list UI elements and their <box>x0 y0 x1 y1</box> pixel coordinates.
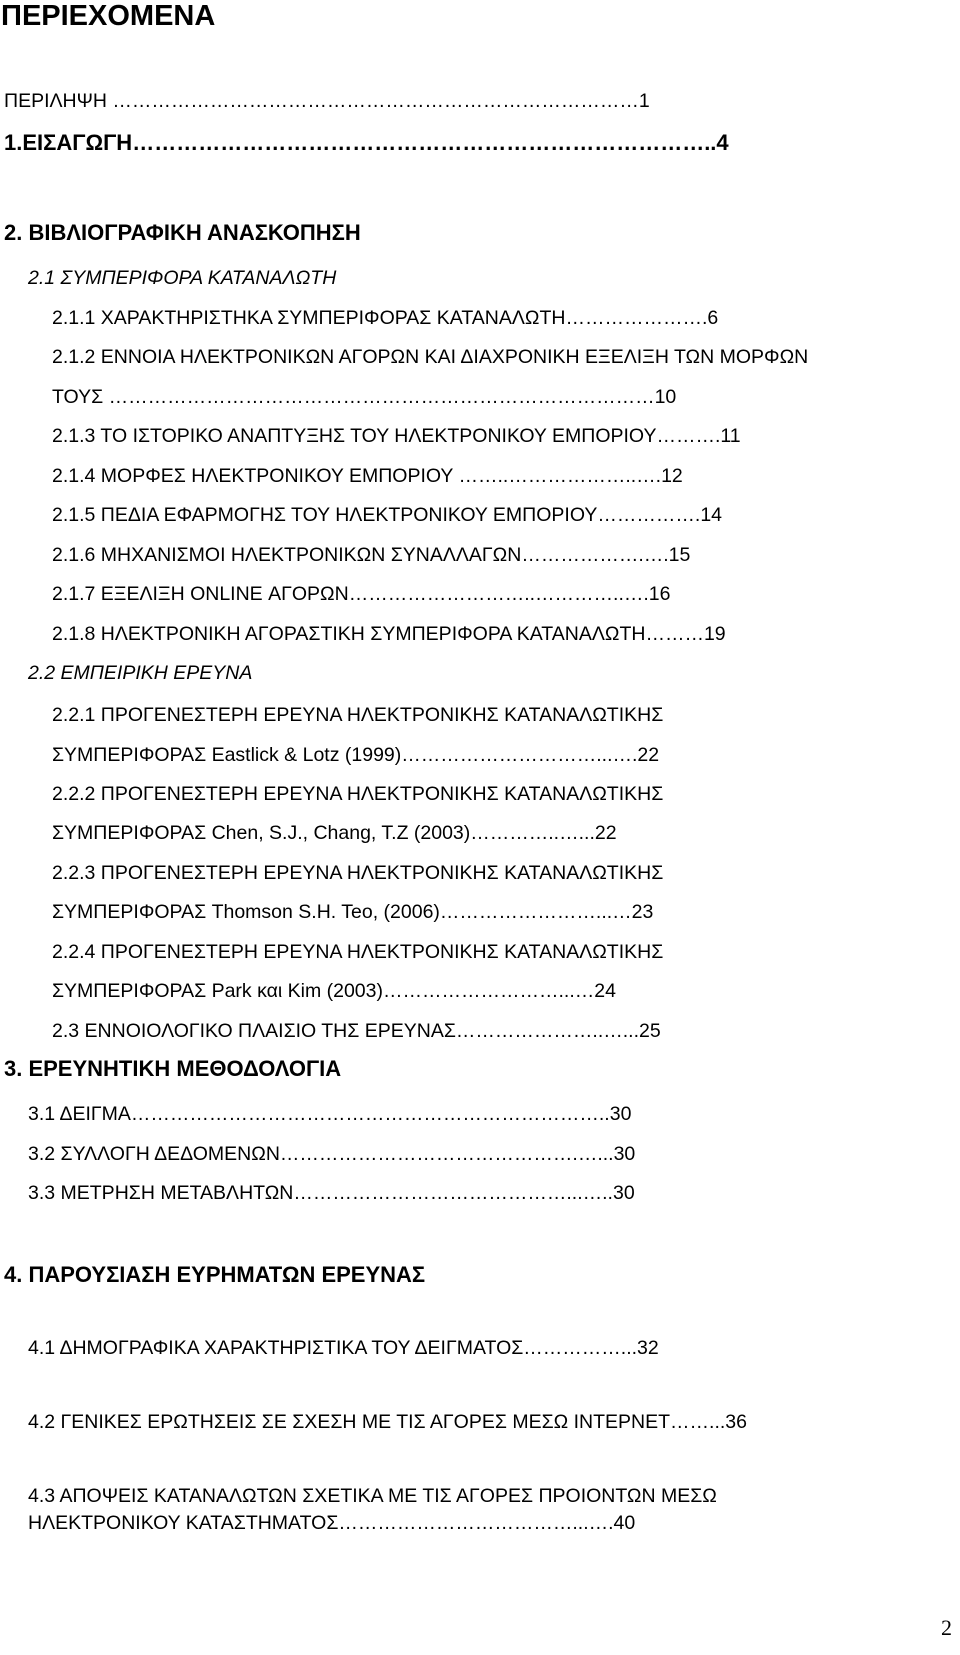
toc-entry-2-2-2: 2.2.2 ΠΡΟΓΕΝΕΣΤΕΡΗ ΕΡΕΥΝΑ ΗΛΕΚΤΡΟΝΙΚΗΣ ΚΑΤΑΝΑΛΩΤΙΚΗΣ <box>52 783 664 805</box>
toc-entry-2-3: 2.3 ΕΝΝΟΙΟΛΟΓΙΚΟ ΠΛΑΙΣΙΟ ΤΗΣ ΕΡΕΥΝΑΣ…………………..…...25 <box>52 1020 661 1042</box>
toc-entry-2-2-4-cont: ΣΥΜΠΕΡΙΦΟΡΑΣ Park και Kim (2003)………………………...…24 <box>52 980 616 1002</box>
toc-entry-2-1-1: 2.1.1 ΧΑΡΑΚΤΗΡΙΣΤΗΚΑ ΣΥΜΠΕΡΙΦΟΡΑΣ ΚΑΤΑΝΑΛΩΤΗ………………….6 <box>52 307 719 329</box>
toc-entry-2-2-3-cont: ΣΥΜΠΕΡΙΦΟΡΑΣ Thomson S.H. Teo, (2006)……………………...…23 <box>52 901 654 923</box>
toc-entry-2-2-1-cont: ΣΥΜΠΕΡΙΦΟΡΑΣ Eastlick & Lotz (1999)…………………………...….22 <box>52 744 660 766</box>
toc-entry-abstract: ΠΕΡΙΛΗΨΗ ………………………………………………………………………1 <box>4 90 650 112</box>
toc-entry-2-1-2: 2.1.2 ΕΝΝΟΙΑ ΗΛΕΚΤΡΟΝΙΚΩΝ ΑΓΟΡΩΝ ΚΑΙ ΔΙΑΧΡΟΝΙΚΗ ΕΞΕΛΙΞΗ ΤΩΝ ΜΟΡΦΩΝ <box>52 346 809 368</box>
toc-entry-3-1: 3.1 ΔΕΙΓΜΑ………………………………………………………………..30 <box>28 1103 632 1125</box>
toc-entry-2-1-4: 2.1.4 ΜΟΡΦΕΣ ΗΛΕΚΤΡΟΝΙΚΟΥ ΕΜΠΟΡΙΟΥ ……..………………..….12 <box>52 465 683 487</box>
toc-entry-2-1-8: 2.1.8 ΗΛΕΚΤΡΟΝΙΚΗ ΑΓΟΡΑΣΤΙΚΗ ΣΥΜΠΕΡΙΦΟΡΑ ΚΑΤΑΝΑΛΩΤΗ………19 <box>52 623 726 645</box>
toc-heading-chapter-2: 2. ΒΙΒΛΙΟΓΡΑΦΙΚΗ ΑΝΑΣΚΟΠΗΣΗ <box>4 220 361 245</box>
toc-entry-4-3-cont: ΗΛΕΚΤΡΟΝΙΚΟΥ ΚΑΤΑΣΤΗΜΑΤΟΣ………………………………...….40 <box>28 1512 636 1534</box>
toc-entry-4-1: 4.1 ΔΗΜΟΓΡΑΦΙΚΑ ΧΑΡΑΚΤΗΡΙΣΤΙΚΑ ΤΟΥ ΔΕΙΓΜΑΤΟΣ……………...32 <box>28 1337 659 1359</box>
toc-entry-2-1-2-cont: ΤΟΥΣ …………………………………………………………………………10 <box>52 386 677 408</box>
toc-subheading-2-2: 2.2 ΕΜΠΕΙΡΙΚΗ ΕΡΕΥΝΑ <box>28 662 253 684</box>
toc-entry-2-2-3: 2.2.3 ΠΡΟΓΕΝΕΣΤΕΡΗ ΕΡΕΥΝΑ ΗΛΕΚΤΡΟΝΙΚΗΣ ΚΑΤΑΝΑΛΩΤΙΚΗΣ <box>52 862 664 884</box>
toc-entry-3-2: 3.2 ΣΥΛΛΟΓΗ ΔΕΔΟΜΕΝΩΝ……………………………………….…...30 <box>28 1143 636 1165</box>
toc-entry-introduction: 1.ΕΙΣΑΓΩΓΗ……………………………………………………………………..4 <box>4 130 729 155</box>
toc-entry-4-3: 4.3 ΑΠΟΨΕΙΣ ΚΑΤΑΝΑΛΩΤΩΝ ΣΧΕΤΙΚΑ ΜΕ ΤΙΣ ΑΓΟΡΕΣ ΠΡΟΙΟΝΤΩΝ ΜΕΣΩ <box>28 1485 717 1507</box>
toc-entry-2-1-5: 2.1.5 ΠΕΔΙΑ ΕΦΑΡΜΟΓΗΣ ΤΟΥ ΗΛΕΚΤΡΟΝΙΚΟΥ ΕΜΠΟΡΙΟΥ…………….14 <box>52 504 723 526</box>
toc-heading-chapter-3: 3. ΕΡΕΥΝΗΤΙΚΗ ΜΕΘΟΔΟΛΟΓΙΑ <box>4 1056 342 1081</box>
toc-entry-2-2-1: 2.2.1 ΠΡΟΓΕΝΕΣΤΕΡΗ ΕΡΕΥΝΑ ΗΛΕΚΤΡΟΝΙΚΗΣ ΚΑΤΑΝΑΛΩΤΙΚΗΣ <box>52 704 664 726</box>
toc-entry-2-1-6: 2.1.6 ΜΗΧΑΝΙΣΜΟΙ ΗΛΕΚΤΡΟΝΙΚΩΝ ΣΥΝΑΛΛΑΓΩΝ……………….….15 <box>52 544 691 566</box>
toc-subheading-2-1: 2.1 ΣΥΜΠΕΡΙΦΟΡΑ ΚΑΤΑΝΑΛΩΤΗ <box>28 267 337 289</box>
toc-entry-2-2-4: 2.2.4 ΠΡΟΓΕΝΕΣΤΕΡΗ ΕΡΕΥΝΑ ΗΛΕΚΤΡΟΝΙΚΗΣ ΚΑΤΑΝΑΛΩΤΙΚΗΣ <box>52 941 664 963</box>
toc-entry-2-2-2-cont: ΣΥΜΠΕΡΙΦΟΡΑΣ Chen, S.J., Chang, T.Z (2003)…………..…...22 <box>52 822 617 844</box>
toc-heading-chapter-4: 4. ΠΑΡΟΥΣΙΑΣΗ ΕΥΡΗΜΑΤΩΝ ΕΡΕΥΝΑΣ <box>4 1262 426 1287</box>
toc-entry-3-3: 3.3 ΜΕΤΡΗΣΗ ΜΕΤΑΒΛΗΤΩΝ……………………………………...…..30 <box>28 1182 635 1204</box>
toc-entry-2-1-3: 2.1.3 ΤΟ ΙΣΤΟΡΙΚΟ ΑΝΑΠΤΥΞΗΣ ΤΟΥ ΗΛΕΚΤΡΟΝΙΚΟΥ ΕΜΠΟΡΙΟΥ……….11 <box>52 425 741 447</box>
toc-title: ΠΕΡΙΕΧΟΜΕΝΑ <box>1 0 216 32</box>
toc-entry-4-2: 4.2 ΓΕΝΙΚΕΣ ΕΡΩΤΗΣΕΙΣ ΣΕ ΣΧΕΣΗ ΜΕ ΤΙΣ ΑΓΟΡΕΣ ΜΕΣΩ ΙΝΤΕΡΝΕΤ……...36 <box>28 1411 747 1433</box>
page-number: 2 <box>941 1615 952 1640</box>
toc-entry-2-1-7: 2.1.7 ΕΞΕΛΙΞΗ ONLINE ΑΓΟΡΩΝ………………………..…………..….16 <box>52 583 671 605</box>
